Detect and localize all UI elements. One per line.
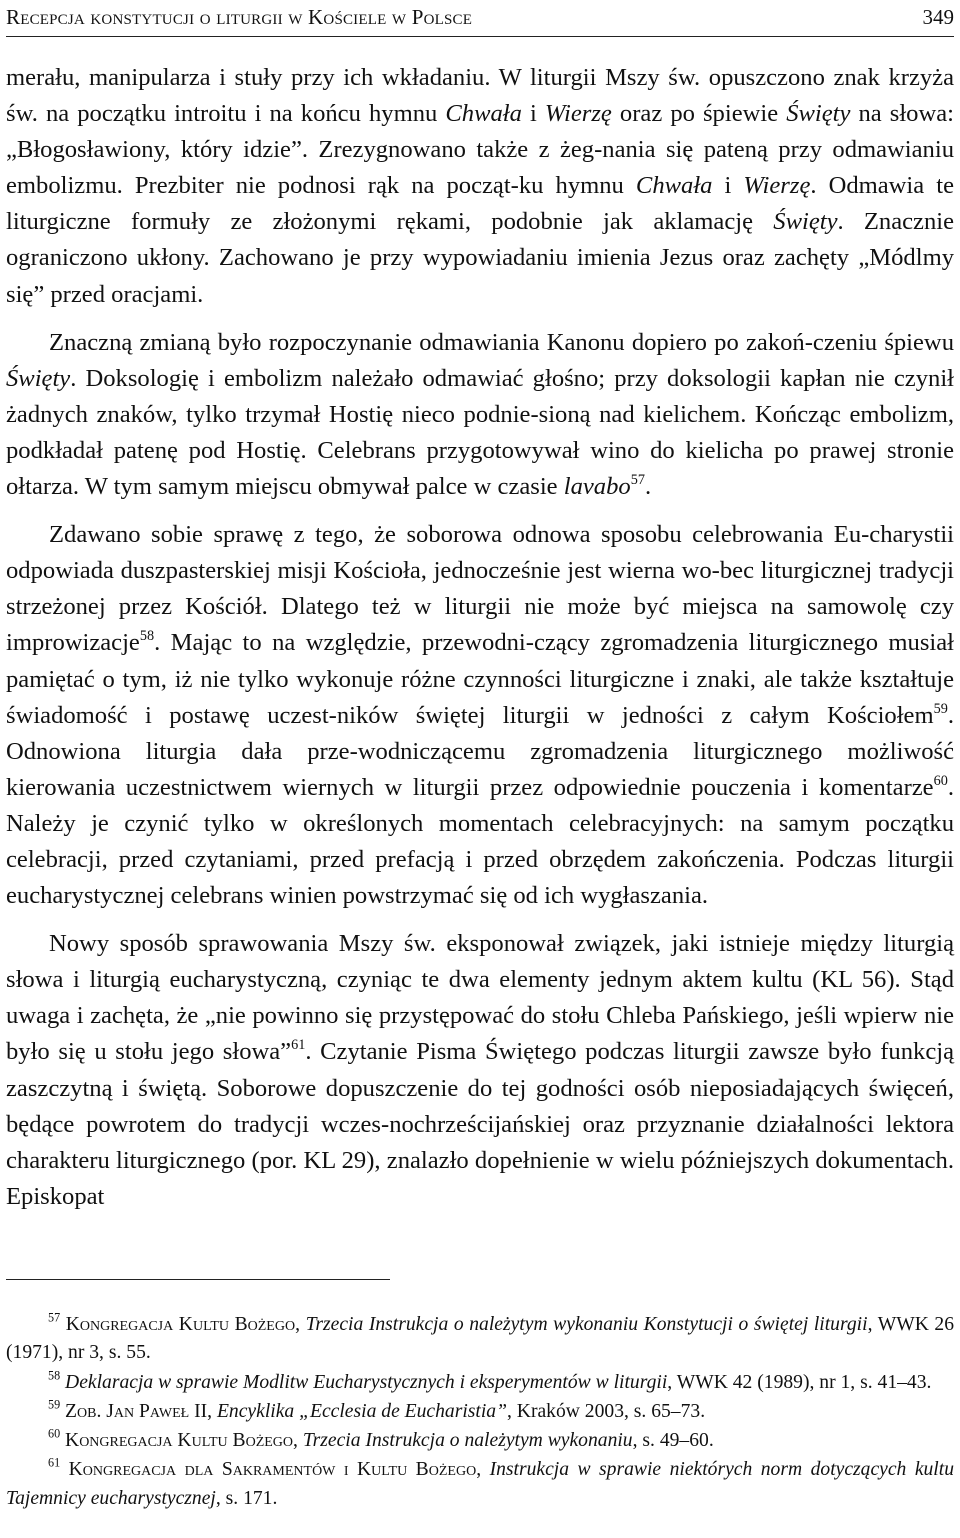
text-run: . Odnowiona liturgia dała prze-wodniczącemu zgromadzenia liturgicznego możliwość kierowania uczestnictwem wiernych w liturgii przez odpowiednie pouczenia i komentarze xyxy=(6,701,954,801)
footnote-title: Instrukcja w sprawie niektórych norm dotyczących kultu Tajemnicy eucharystycznej xyxy=(6,1459,954,1509)
text-run: . Czytanie Pisma Świętego podczas liturgii zawsze było funkcją zaszczytną i świętą. Soborowe dopuszczenie do tej godności osób nieposiadających święceń, będące powrotem do tradycji wczes-nochrześcijańskiej oraz przyznanie działalności lektora charakteru liturgicznego (por. KL 29), znalazło dopełnienie w wielu późniejszych dokumentach. Episkopat xyxy=(6,1038,954,1210)
footnote-58 xyxy=(6,1369,954,1397)
footnote-ref: 61 xyxy=(291,1037,306,1054)
footnote-title: Encyklika „Ecclesia de Eucharistia” xyxy=(216,1400,507,1422)
footnote-source: , WWK 42 (1989), nr 1, s. 41–43. xyxy=(667,1371,932,1393)
paragraph-3 xyxy=(6,517,954,914)
paragraph-2 xyxy=(6,325,954,505)
footnote-number: 61 xyxy=(48,1455,61,1470)
text-run: . Doksologię i embolizm należało odmawiać głośno; przy doksologii kapłan nie czynił żadnych znaków, tylko trzymał Hostię nieco podnie-sioną nad kielichem. Kończąc embolizm, podkładał patenę pod Hostię. Celebrans przygotowywał wino do kielicha po prawej stronie ołtarza. W tym samym miejscu obmywał palce w czasie xyxy=(6,364,954,501)
footnotes xyxy=(6,1311,954,1514)
text-run: . Znacznie ograniczono ukłony. Zachowano je przy wypowiadaniu imienia Jezus oraz zachęty „Módlmy się” przed oracjami. xyxy=(6,208,954,308)
footnote-title: Deklaracja w sprawie Modlitw Eucharystycznych i eksperymentów w liturgii xyxy=(65,1371,668,1393)
footnote-separator xyxy=(6,1279,390,1280)
text-run: Znaczną zmianą było rozpoczynanie odmawiania Kanonu dopiero po zakoń-czeniu śpiewu xyxy=(49,328,954,356)
main-text xyxy=(6,60,954,1227)
footnote-ref: 59 xyxy=(933,700,948,717)
italic-term: lavabo xyxy=(563,473,631,501)
footnote-author: Kongregacja dla Sakramentów i Kultu Bożego xyxy=(68,1459,477,1481)
footnote-author: Zob. Jan Paweł II xyxy=(65,1400,208,1422)
text-run: , xyxy=(293,1430,303,1452)
footnote-ref: 58 xyxy=(139,628,155,645)
running-title: Recepcja konstytucji o liturgii w Kościele w Polsce xyxy=(6,5,473,29)
footnote-title: Trzecia Instrukcja o należytym wykonaniu xyxy=(302,1430,633,1452)
text-run: Zdawano sobie sprawę z tego, że soborowa odnowa sposobu celebrowania Eu-charystii odpowiada duszpasterskiej misji Kościoła, jednocześnie jest wierna wo-bec liturgicznej tradycji strzeżonej przez Kościół. Dlatego też w liturgii nie może być miejsca na samowolę czy improwizacje xyxy=(6,521,954,657)
page-number: 349 xyxy=(922,5,954,29)
paragraph-1 xyxy=(6,60,954,313)
footnote-57 xyxy=(6,1311,954,1368)
footnote-number: 60 xyxy=(48,1426,61,1441)
italic-term: Wierzę xyxy=(743,172,811,200)
footnote-ref: 57 xyxy=(630,472,645,489)
footnote-60 xyxy=(6,1427,954,1455)
text-run: i xyxy=(521,100,545,128)
italic-term: Święty xyxy=(6,364,71,392)
footnote-59 xyxy=(6,1398,954,1426)
footnote-author: Kongregacja Kultu Bożego xyxy=(65,1430,294,1452)
text-run: , xyxy=(295,1314,306,1335)
italic-term: Wierzę xyxy=(544,100,612,128)
text-run: . Mając to na względzie, przewodni-czący zgromadzenia liturgicznego musiał pamiętać o tym, iż nie tylko wykonuje różne czynności liturgiczne i znaki, ale także kształtuje świadomość i postawę uczest-ników świętej liturgii w jedności z całym Kościołem xyxy=(6,629,954,729)
text-run: oraz po śpiewie xyxy=(611,100,787,128)
footnote-source: , s. 171. xyxy=(215,1487,278,1509)
footnote-source: , s. 49–60. xyxy=(632,1430,714,1452)
text-run: i xyxy=(712,172,744,200)
text-run: Nowy sposób sprawowania Mszy św. eksponował związek, jaki istnieje między liturgią słowa i liturgią eucharystyczną, czyniąc te dwa elementy jednym aktem kultu (KL 56). Stąd uwaga i zachęta, że „nie powinno się przystępować do stołu Chleba Pańskiego, jeśli wpierw nie było się u stołu jego słowa” xyxy=(6,930,954,1066)
footnote-number: 57 xyxy=(48,1310,61,1325)
running-header xyxy=(6,2,954,37)
footnote-source: , WWK 26 (1971), nr 3, s. 55. xyxy=(6,1314,955,1364)
italic-term: Chwała xyxy=(635,172,713,200)
text-run: , xyxy=(207,1400,217,1422)
footnote-source: , Kraków 2003, s. 65–73. xyxy=(507,1400,706,1422)
text-run: . xyxy=(644,473,652,501)
italic-term: Święty xyxy=(773,208,838,236)
text-run: merału, manipularza i stuły przy ich wkładaniu. W liturgii Mszy św. opuszczono znak krzyża św. na początku introitu i na końcu hymnu xyxy=(6,64,954,128)
italic-term: Święty xyxy=(786,100,851,128)
paragraph-4 xyxy=(6,926,954,1215)
text-run: , xyxy=(476,1459,490,1481)
text-run: na słowa: „Błogosławiony, który idzie”. Zrezygnowano także z żeg-nania się pateną przy odmawianiu embolizmu. Prezbiter nie podnosi rąk na począt-ku hymnu xyxy=(6,100,954,200)
footnote-number: 58 xyxy=(48,1368,61,1383)
footnote-title: Trzecia Instrukcja o należytym wykonaniu Konstytucji o świętej liturgii xyxy=(305,1314,868,1335)
footnote-author: Kongregacja Kultu Bożego xyxy=(65,1314,296,1335)
footnote-number: 59 xyxy=(48,1397,61,1412)
footnote-61 xyxy=(6,1456,954,1513)
text-run: . Odmawia te liturgiczne formuły ze złożonymi rękami, podobnie jak aklamację xyxy=(6,172,954,236)
italic-term: Chwała xyxy=(445,100,522,128)
footnote-ref: 60 xyxy=(933,772,948,789)
text-run: . Należy je czynić tylko w określonych momentach celebracyjnych: na samym początku celebracji, przed czytaniami, przed prefacją i przed obrzędem zakończenia. Podczas liturgii eucharystycznej celebrans winien powstrzymać się od ich wygłaszania. xyxy=(6,773,954,910)
